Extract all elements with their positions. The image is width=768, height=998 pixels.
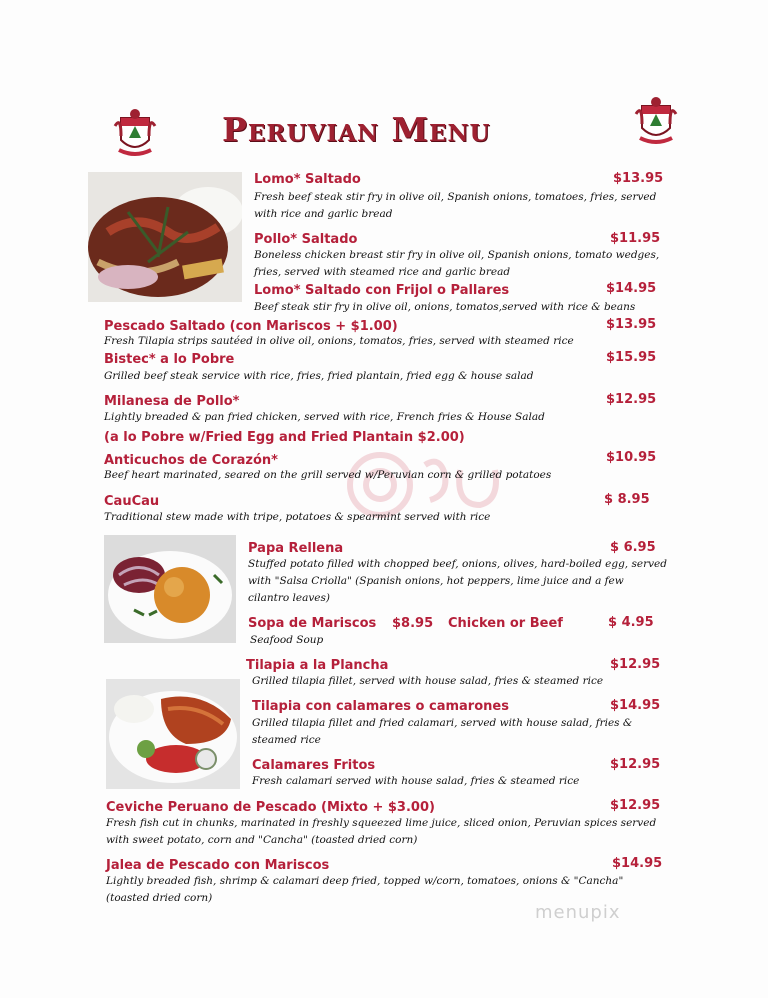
item-desc-caucau: Traditional stew made with tripe, potatoes & spearmint served with rice: [104, 511, 491, 523]
item-price-tilapia-plancha: $12.95: [610, 657, 661, 672]
item-name-ceviche: Ceviche Peruano de Pescado (Mixto + $3.00): [106, 800, 435, 815]
item-extra-milanesa-pobre: (a lo Pobre w/Fried Egg and Fried Plantain $2.00): [104, 430, 465, 445]
item-name-pollo-saltado: Pollo* Saltado: [254, 232, 358, 247]
item-price-pollo-saltado: $11.95: [610, 231, 661, 246]
item-price-sopa-mariscos: $8.95: [392, 616, 434, 631]
item-price-milanesa-pollo: $12.95: [606, 392, 657, 407]
item-desc-anticuchos: Beef heart marinated, seared on the grill served w/Peruvian corn & grilled potatoes: [104, 469, 552, 481]
item-price-tilapia-calamares: $14.95: [610, 698, 661, 713]
item-name-tilapia-calamares: Tilapia con calamares o camarones: [252, 699, 509, 714]
item-desc-tilapia-calamares: Grilled tilapia fillet and fried calamari, served with house salad, fries & steamed rice: [252, 717, 633, 746]
item-price-lomo-saltado: $13.95: [613, 171, 664, 186]
item-price-bistec-pobre: $15.95: [606, 350, 657, 365]
item-price-lomo-frijol: $14.95: [606, 281, 657, 296]
item-name-tilapia-plancha: Tilapia a la Plancha: [246, 658, 389, 673]
item-name-sopa-chicken-beef: Chicken or Beef: [448, 616, 563, 631]
item-price-sopa-chicken-beef: $ 4.95: [608, 615, 654, 630]
item-name-bistec-pobre: Bistec* a lo Pobre: [104, 352, 235, 367]
item-name-caucau: CauCau: [104, 494, 160, 509]
item-name-calamares-fritos: Calamares Fritos: [252, 758, 376, 773]
item-price-papa-rellena: $ 6.95: [610, 540, 656, 555]
item-name-anticuchos: Anticuchos de Corazón*: [104, 453, 278, 468]
item-price-pescado-saltado: $13.95: [606, 317, 657, 332]
item-name-pescado-saltado: Pescado Saltado (con Mariscos + $1.00): [104, 319, 398, 334]
item-desc-tilapia-plancha: Grilled tilapia fillet, served with house salad, fries & steamed rice: [252, 675, 604, 687]
item-desc-pescado-saltado: Fresh Tilapia strips sautéed in olive oil, onions, tomatos, fries, served with steamed rice: [104, 335, 574, 347]
item-name-sopa-mariscos: Sopa de Mariscos: [248, 616, 377, 631]
page-title: Peruvian Menu: [222, 110, 491, 149]
item-desc-lomo-frijol: Beef steak stir fry in olive oil, onions, tomatos,served with rice & beans: [254, 301, 636, 313]
item-price-anticuchos: $10.95: [606, 450, 657, 465]
item-desc-ceviche: Fresh fish cut in chunks, marinated in freshly squeezed lime juice, sliced onion, Peruvian spices served with sweet potato, corn and "Cancha" (toasted dried corn): [106, 817, 657, 846]
item-name-jalea: Jalea de Pescado con Mariscos: [106, 858, 330, 873]
papa-rellena-photo: [104, 535, 236, 643]
item-name-lomo-frijol: Lomo* Saltado con Frijol o Pallares: [254, 283, 510, 298]
item-price-caucau: $ 8.95: [604, 492, 650, 507]
item-desc-milanesa-pollo: Lightly breaded & pan fried chicken, served with rice, French fries & House Salad: [104, 411, 545, 423]
lomo-saltado-photo: [88, 172, 242, 302]
peru-coat-of-arms-icon-left: [113, 106, 157, 160]
item-desc-pollo-saltado: Boneless chicken breast stir fry in olive oil, Spanish onions, tomato wedges, fries, served with steamed rice and garlic bread: [254, 249, 660, 278]
peru-coat-of-arms-icon-right: [634, 94, 678, 148]
item-price-calamares-fritos: $12.95: [610, 757, 661, 772]
menupix-watermark: menupix: [535, 902, 621, 923]
item-desc-calamares-fritos: Fresh calamari served with house salad, fries & steamed rice: [252, 775, 580, 787]
item-name-lomo-saltado: Lomo* Saltado: [254, 172, 361, 187]
tilapia-photo: [106, 679, 240, 789]
item-desc-jalea: Lightly breaded fish, shrimp & calamari deep fried, topped w/corn, tomatoes, onions & "Cancha" (toasted dried corn): [106, 875, 624, 904]
item-price-jalea: $14.95: [612, 856, 663, 871]
item-desc-bistec-pobre: Grilled beef steak service with rice, fries, fried plantain, fried egg & house salad: [104, 370, 534, 382]
item-desc-lomo-saltado: Fresh beef steak stir fry in olive oil, Spanish onions, tomatoes, fries, served with rice and garlic bread: [254, 191, 657, 220]
item-desc-sopa-mariscos: Seafood Soup: [250, 634, 324, 646]
item-price-ceviche: $12.95: [610, 798, 661, 813]
item-name-milanesa-pollo: Milanesa de Pollo*: [104, 394, 240, 409]
item-name-papa-rellena: Papa Rellena: [248, 541, 344, 556]
item-desc-papa-rellena: Stuffed potato filled with chopped beef, onions, olives, hard-boiled egg, served with "Salsa Criolla" (Spanish onions, hot peppers, lime juice and a few cilantro leaves): [248, 558, 667, 604]
